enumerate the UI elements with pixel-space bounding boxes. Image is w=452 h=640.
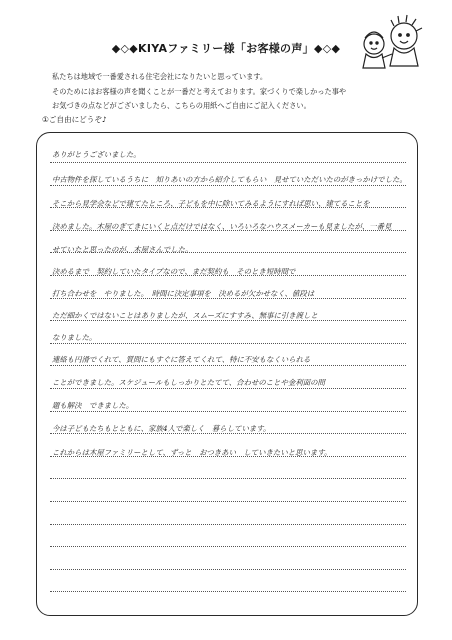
handwritten-line: せていたと思ったのが、木屋さんでした。	[52, 245, 193, 254]
ruled-line	[50, 411, 406, 412]
free-comment-prompt: ①ご自由にどうぞ♪	[42, 115, 107, 124]
intro-line: 私たちは地域で一番愛される住宅会社になりたいと思っています。	[52, 72, 268, 81]
ruled-line	[50, 185, 406, 186]
ruled-line	[50, 343, 406, 344]
ruled-line	[50, 546, 406, 547]
handwritten-line: 決めました。木屋のぎてきにいくと点だけではなく、いろいろなハウスメーカーも見ましたが、一番見	[52, 222, 392, 231]
handwritten-line: ことができました。スケジュールもしっかりとたてて、合わせのことや金利面の問	[52, 378, 325, 387]
handwritten-line: ありがとうございました。	[52, 150, 141, 159]
ruled-line	[50, 365, 406, 366]
handwritten-line: 決めるまで 契約していたタイプなので、まだ契約も そのとき短時間で	[52, 267, 296, 276]
ruled-line	[50, 501, 406, 502]
handwritten-line: 打ち合わせを やりました。 時間に決定事項を 決めるが欠かせなく、値段は	[52, 289, 315, 298]
sheet-title: ◆◇◆KIYAファミリー様「お客様の声」◆◇◆	[111, 42, 341, 55]
handwritten-line: ただ細かくではないことはありましたが、スムーズにすすみ、無事に引き渡しと	[52, 311, 318, 320]
ruled-line	[50, 569, 406, 570]
ruled-line	[50, 591, 406, 592]
handwritten-line: 今は子どもたちもとともに、家族4人で楽しく 暮らしています。	[52, 424, 271, 433]
ruled-line	[50, 162, 406, 163]
handwritten-line: そこから見学会などで建てたところ、子どもを中に除いてみるようにすれば思い、建てることを	[52, 199, 370, 208]
intro-text	[52, 70, 412, 114]
handwritten-line: 連絡も円滑でくれて、質問にもすぐに答えてくれて、特に不安もなくいられる	[52, 355, 311, 364]
ruled-line	[50, 524, 406, 525]
intro-line: そのためにはお客様の声を聞くことが一番だと考えております。家づくりで楽しかった事や	[52, 86, 347, 96]
handwritten-line: 題も解決 できました。	[52, 401, 134, 410]
intro-line: お気づきの点などがございましたら、こちらの用紙へご自由にご記入ください。	[52, 101, 311, 110]
handwritten-line: これからは木屋ファミリーとして、ずっと おつきあい していきたいと思います。	[52, 448, 332, 457]
ruled-line	[50, 478, 406, 479]
handwritten-line: 中古物件を探しているうちに 知りあいの方から紹介してもらい 見せていただいたのがきっかけでした。	[52, 175, 407, 184]
handwritten-line: なりました。	[52, 333, 97, 342]
ruled-line	[50, 388, 406, 389]
mascot-illustration-icon	[354, 14, 426, 72]
